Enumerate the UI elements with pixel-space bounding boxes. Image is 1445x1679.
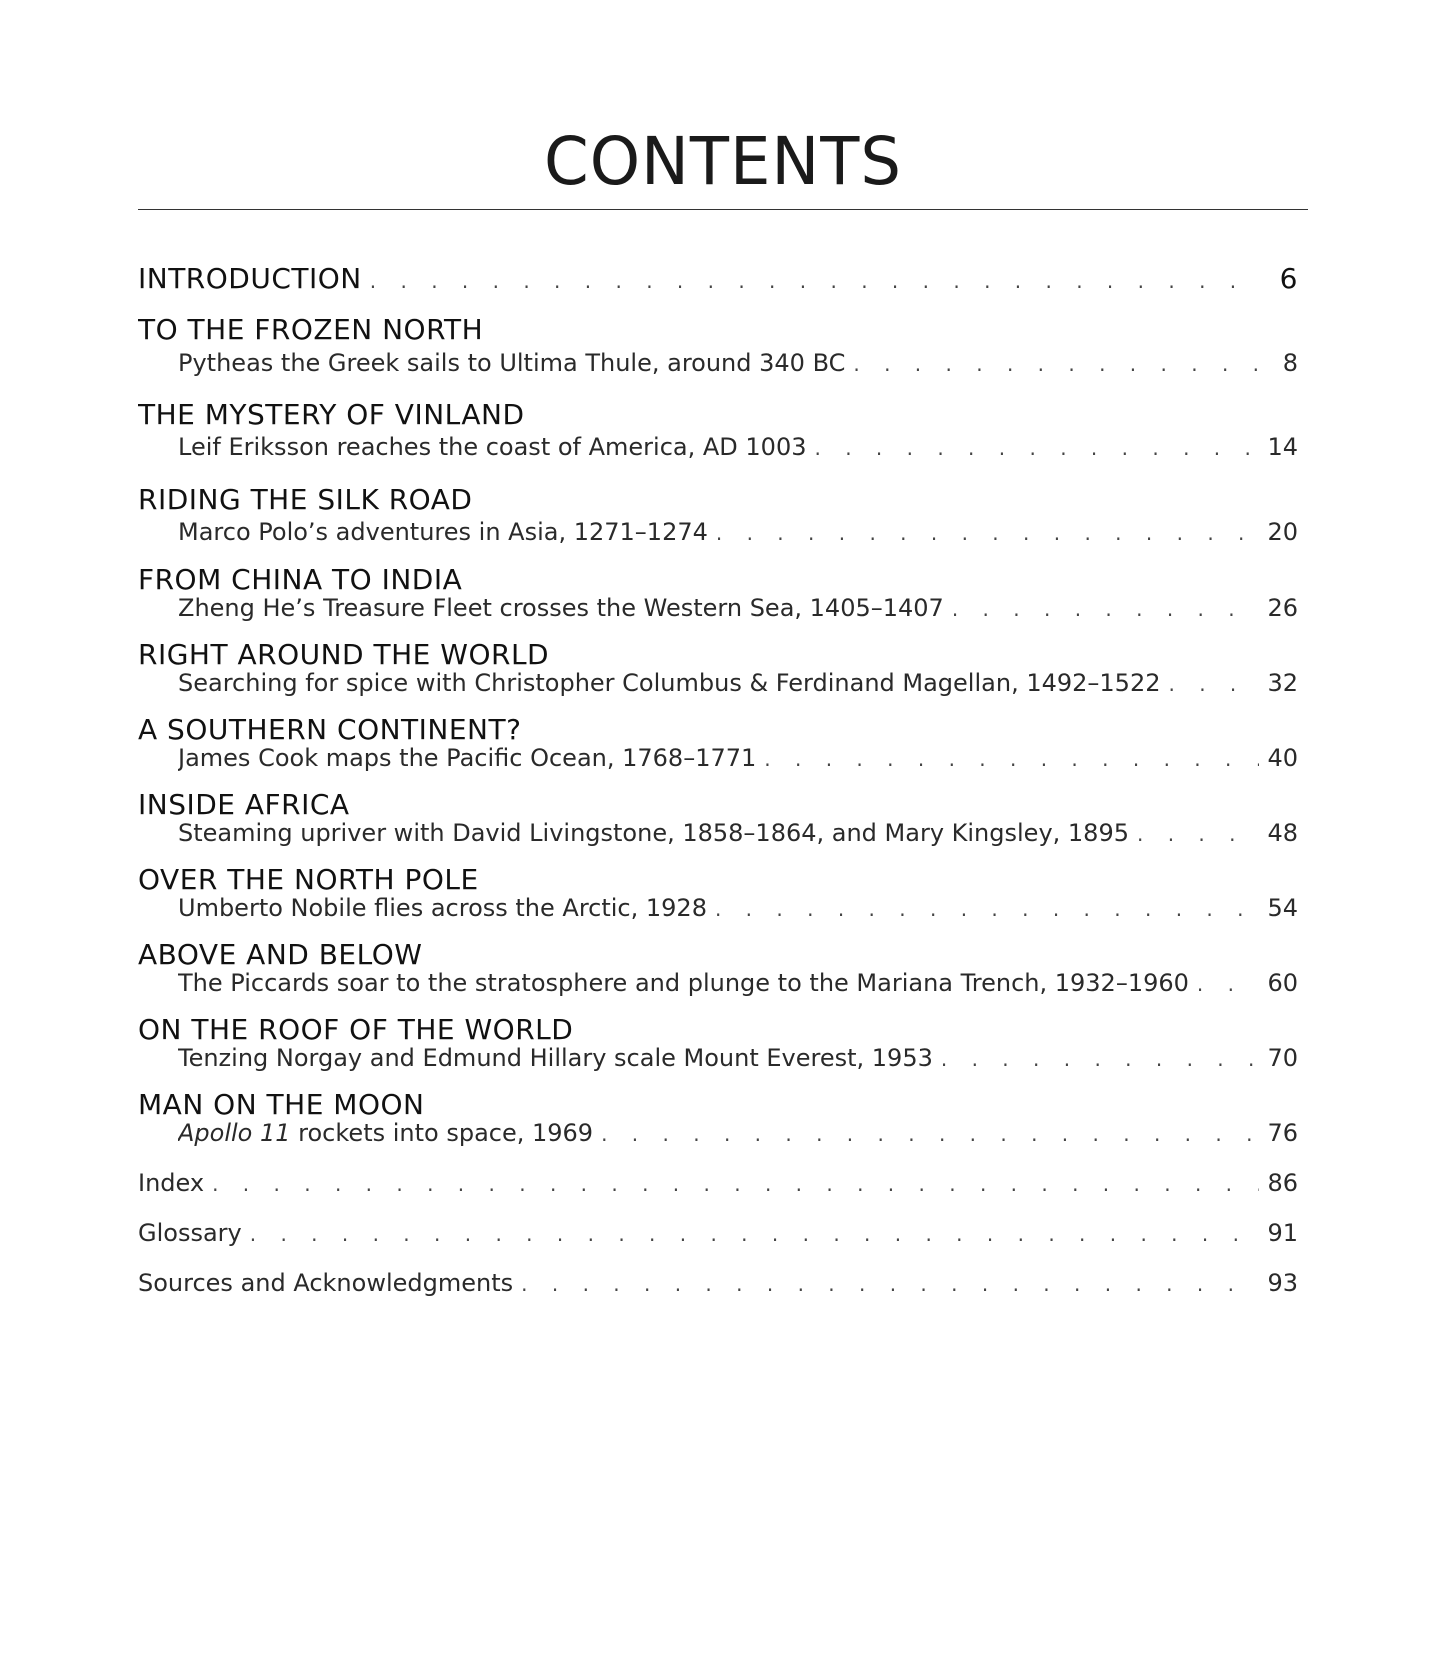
toc-entry-label: Zheng He’s Treasure Fleet crosses the Western Sea, 1405–1407 bbox=[178, 594, 944, 622]
toc-section-heading bbox=[138, 398, 1298, 431]
toc-entry-label: FROM CHINA TO INDIA bbox=[138, 563, 463, 596]
toc-entry-label: MAN ON THE MOON bbox=[138, 1088, 425, 1121]
toc-section-heading bbox=[138, 313, 1298, 346]
toc-section-heading bbox=[138, 713, 1298, 746]
toc-section-heading bbox=[138, 483, 1298, 516]
dot-leader bbox=[853, 352, 1260, 376]
toc-subentry bbox=[178, 894, 1298, 922]
toc-entry bbox=[138, 1219, 1298, 1247]
toc-entry-label: Pytheas the Greek sails to Ultima Thule, around 340 BC bbox=[178, 349, 846, 377]
dot-leader bbox=[764, 747, 1259, 771]
dot-leader bbox=[952, 597, 1260, 621]
toc-page-number: 86 bbox=[1267, 1169, 1298, 1197]
dot-leader bbox=[370, 269, 1260, 293]
toc-section-heading bbox=[138, 938, 1298, 971]
toc-entry-label: ABOVE AND BELOW bbox=[138, 938, 423, 971]
toc-entry-label: Steaming upriver with David Livingstone, 1858–1864, and Mary Kingsley, 1895 bbox=[178, 819, 1129, 847]
toc-entry-label: Sources and Acknowledgments bbox=[138, 1269, 514, 1297]
toc-subentry bbox=[178, 1044, 1298, 1072]
toc-page-number: 20 bbox=[1267, 518, 1298, 546]
toc-entry-label: Leif Eriksson reaches the coast of America, AD 1003 bbox=[178, 433, 807, 461]
toc-entry-label: A SOUTHERN CONTINENT? bbox=[138, 713, 522, 746]
toc-subentry bbox=[178, 969, 1298, 997]
dot-leader bbox=[1137, 822, 1259, 846]
toc-subentry bbox=[178, 744, 1298, 772]
toc-page-number: 8 bbox=[1282, 349, 1298, 377]
toc-entry-label-rest: rockets into space, 1969 bbox=[290, 1119, 594, 1147]
toc-entry bbox=[138, 1269, 1298, 1297]
toc-page-number: 40 bbox=[1267, 744, 1298, 772]
toc-page-number: 14 bbox=[1267, 433, 1298, 461]
toc-entry-label: RIDING THE SILK ROAD bbox=[138, 483, 473, 516]
toc-page-number: 48 bbox=[1267, 819, 1298, 847]
toc-entry-label: James Cook maps the Pacific Ocean, 1768–1771 bbox=[178, 744, 757, 772]
toc-subentry bbox=[178, 819, 1298, 847]
toc-section-heading bbox=[138, 1013, 1298, 1046]
dot-leader bbox=[212, 1172, 1259, 1196]
toc-page-number: 26 bbox=[1267, 594, 1298, 622]
toc-entry-label: Tenzing Norgay and Edmund Hillary scale Mount Everest, 1953 bbox=[178, 1044, 933, 1072]
dot-leader bbox=[601, 1122, 1259, 1146]
toc-page-number: 32 bbox=[1267, 669, 1298, 697]
toc-section-heading bbox=[138, 1088, 1298, 1121]
toc-entry-label: The Piccards soar to the stratosphere and plunge to the Mariana Trench, 1932–1960 bbox=[178, 969, 1189, 997]
toc-entry-label bbox=[178, 1119, 593, 1147]
toc-page-number: 70 bbox=[1267, 1044, 1298, 1072]
toc-entry bbox=[138, 1169, 1298, 1197]
toc-entry-label-italic: Apollo 11 bbox=[178, 1119, 291, 1147]
toc-entry-label: Umberto Nobile flies across the Arctic, 1928 bbox=[178, 894, 707, 922]
toc-entry-label: OVER THE NORTH POLE bbox=[138, 863, 479, 896]
toc-page-number: 6 bbox=[1279, 262, 1298, 295]
toc-subentry bbox=[178, 594, 1298, 622]
dot-leader bbox=[814, 436, 1259, 460]
toc-section-heading bbox=[138, 863, 1298, 896]
toc-entry-label: INTRODUCTION bbox=[138, 262, 362, 295]
toc-page-number: 93 bbox=[1267, 1269, 1298, 1297]
dot-leader bbox=[716, 521, 1260, 545]
toc-subentry bbox=[178, 518, 1298, 546]
toc-entry-label: Marco Polo’s adventures in Asia, 1271–1274 bbox=[178, 518, 708, 546]
toc-entry-label: RIGHT AROUND THE WORLD bbox=[138, 638, 550, 671]
toc-section-heading bbox=[138, 563, 1298, 596]
toc-entry-label: ON THE ROOF OF THE WORLD bbox=[138, 1013, 574, 1046]
dot-leader bbox=[1197, 972, 1260, 996]
toc-entry-label: THE MYSTERY OF VINLAND bbox=[138, 398, 525, 431]
toc-section-heading bbox=[138, 638, 1298, 671]
dot-leader bbox=[250, 1222, 1260, 1246]
dot-leader bbox=[521, 1272, 1259, 1296]
toc-section-heading bbox=[138, 788, 1298, 821]
dot-leader bbox=[715, 897, 1259, 921]
toc-page-number: 54 bbox=[1267, 894, 1298, 922]
toc-page-number: 60 bbox=[1267, 969, 1298, 997]
toc-subentry bbox=[178, 349, 1298, 377]
toc-page-number: 76 bbox=[1267, 1119, 1298, 1147]
toc-subentry bbox=[178, 433, 1298, 461]
toc-subentry bbox=[178, 669, 1298, 697]
toc-subentry bbox=[178, 1119, 1298, 1147]
dot-leader bbox=[1168, 672, 1259, 696]
toc-entry-label: Searching for spice with Christopher Columbus & Ferdinand Magellan, 1492–1522 bbox=[178, 669, 1161, 697]
page-title: CONTENTS bbox=[544, 123, 902, 200]
toc-entry-label: Index bbox=[138, 1169, 205, 1197]
toc-section-heading bbox=[138, 262, 1298, 295]
toc-entry-label: Glossary bbox=[138, 1219, 242, 1247]
toc-entry-label: TO THE FROZEN NORTH bbox=[138, 313, 484, 346]
toc-entry-label: INSIDE AFRICA bbox=[138, 788, 350, 821]
dot-leader bbox=[941, 1047, 1260, 1071]
toc-page-number: 91 bbox=[1267, 1219, 1298, 1247]
